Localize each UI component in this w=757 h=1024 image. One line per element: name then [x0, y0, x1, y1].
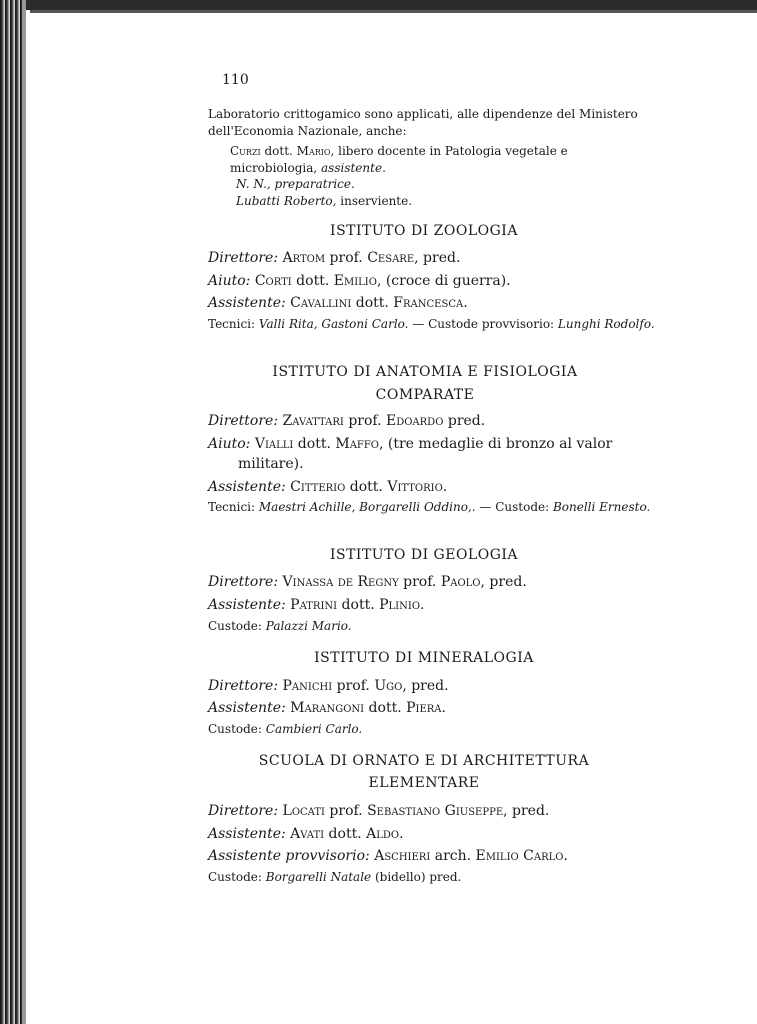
anatomia-aiuto: Aiuto: Vialli dott. Maffo, (tre medaglie di bronzo al valor militare).: [208, 436, 613, 472]
intro-curzi: Curzi dott. Mario, libero docente in Patologia vegetale e microbiologia, assistente.: [230, 144, 568, 175]
heading-ornato-line2: ELEMENTARE: [368, 775, 480, 791]
zoologia-direttore: Direttore: Artom prof. Cesare, pred.: [208, 250, 461, 266]
ornato-assistente-provvisorio: Assistente provvisorio: Aschieri arch. Emilio Carlo.: [208, 848, 568, 864]
scan-top-edge: [30, 10, 757, 13]
zoologia-tecnici: Tecnici: Valli Rita, Gastoni Carlo. — Custode provvisorio: Lunghi Rodolfo.: [208, 317, 655, 331]
heading-mineralogia: ISTITUTO DI MINERALOGIA: [314, 650, 534, 666]
zoologia-aiuto: Aiuto: Corti dott. Emilio, (croce di guerra).: [208, 273, 511, 289]
anatomia-direttore: Direttore: Zavattari prof. Edoardo pred.: [208, 413, 486, 429]
heading-ornato-line1: SCUOLA DI ORNATO E DI ARCHITETTURA: [258, 753, 590, 769]
intro-inserviente: Lubatti Roberto, inserviente.: [236, 194, 413, 208]
mineralogia-direttore: Direttore: Panichi prof. Ugo, pred.: [208, 678, 449, 694]
heading-anatomia-line2: COMPARATE: [375, 387, 475, 403]
ornato-custode: Custode: Borgarelli Natale (bidello) pred.: [208, 870, 462, 884]
page-number: 110: [222, 72, 249, 88]
intro-paragraph: Laboratorio crittogamico sono applicati, alle dipendenze del Ministero dell'Economia Nazionale, anche:: [208, 107, 638, 138]
scan-top-border: [0, 0, 757, 10]
geologia-custode: Custode: Palazzi Mario.: [208, 619, 352, 633]
ornato-assistente: Assistente: Avati dott. Aldo.: [208, 826, 404, 842]
heading-zoologia: ISTITUTO DI ZOOLOGIA: [330, 223, 518, 239]
mineralogia-custode: Custode: Cambieri Carlo.: [208, 722, 363, 736]
geologia-direttore: Direttore: Vinassa de Regny prof. Paolo, pred.: [208, 574, 527, 590]
anatomia-assistente: Assistente: Citterio dott. Vittorio.: [208, 479, 448, 495]
heading-anatomia-line1: ISTITUTO DI ANATOMIA E FISIOLOGIA: [272, 364, 578, 380]
anatomia-tecnici: Tecnici: Maestri Achille, Borgarelli Oddino,. — Custode: Bonelli Ernesto.: [208, 500, 651, 514]
scan-binding-edge: [0, 0, 22, 1024]
zoologia-assistente: Assistente: Cavallini dott. Francesca.: [208, 295, 468, 311]
scan-binding-shadow: [22, 0, 26, 1024]
geologia-assistente: Assistente: Patrini dott. Plinio.: [208, 597, 425, 613]
heading-geologia: ISTITUTO DI GEOLOGIA: [329, 547, 519, 563]
ornato-direttore: Direttore: Locati prof. Sebastiano Giuseppe, pred.: [208, 803, 550, 819]
intro-preparatrice: N. N., preparatrice.: [236, 177, 355, 191]
mineralogia-assistente: Assistente: Marangoni dott. Piera.: [208, 700, 446, 716]
